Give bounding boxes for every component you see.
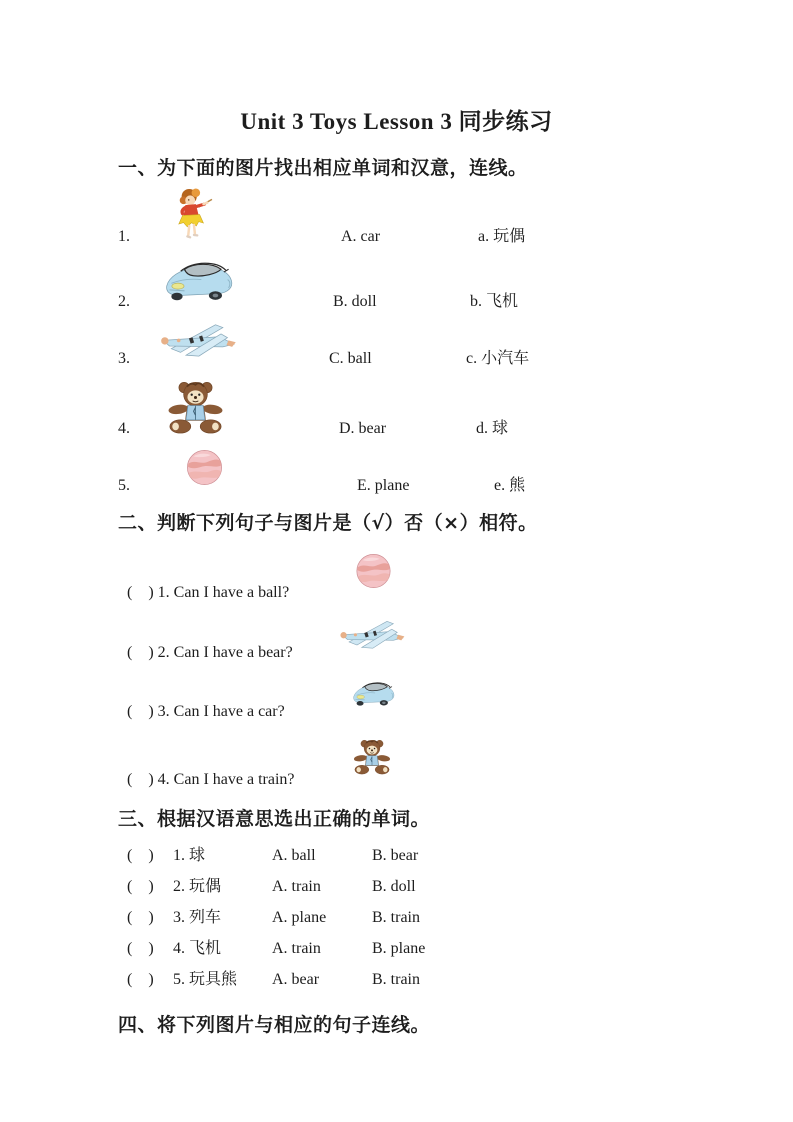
match-row-2 — [118, 257, 738, 312]
teddy-bear-image — [168, 379, 223, 436]
choice-option-a: A. train — [272, 878, 321, 895]
match-word-label: C. ball — [329, 350, 372, 367]
judge-item-4 — [127, 738, 738, 790]
match-row-number: 5. — [118, 477, 130, 494]
worksheet-title: Unit 3 Toys Lesson 3 同步练习 — [240, 109, 553, 134]
choice-row-3 — [127, 909, 738, 926]
answer-blank: ( ) — [127, 771, 158, 788]
ball-image — [186, 449, 223, 486]
match-meaning-label: b. 飞机 — [470, 293, 519, 310]
section-4-heading: 四、将下列图片与相应的句子连线。 — [118, 1014, 431, 1036]
section-2-heading: 二、判断下列句子与图片是（√）否（×）相符。 — [118, 512, 538, 534]
answer-blank: ( ) — [127, 909, 158, 926]
judge-item-3 — [127, 679, 738, 722]
judge-item-2 — [127, 619, 738, 663]
choice-option-a: A. train — [272, 940, 321, 957]
answer-blank: ( ) — [127, 971, 158, 988]
toy-plane-image — [158, 322, 238, 357]
match-row-number: 1. — [118, 228, 130, 245]
choice-option-b: B. plane — [372, 940, 426, 957]
answer-blank: ( ) — [127, 703, 158, 720]
match-meaning-label: d. 球 — [476, 420, 509, 437]
choice-row-2 — [127, 878, 738, 895]
choice-question: 1. 球 — [173, 847, 206, 864]
match-row-5 — [118, 449, 738, 496]
match-word-label: D. bear — [339, 420, 387, 437]
match-word-label: B. doll — [333, 293, 377, 310]
choice-option-b: B. train — [372, 909, 420, 926]
choice-question: 5. 玩具熊 — [173, 971, 238, 988]
answer-blank: ( ) — [127, 644, 158, 661]
judge-sentence: 4. Can I have a train? — [157, 771, 295, 788]
choice-question: 3. 列车 — [173, 909, 222, 926]
judge-item-1 — [127, 553, 738, 603]
section-1-heading: 一、为下面的图片找出相应单词和汉意，连线。 — [118, 157, 528, 179]
answer-blank: ( ) — [127, 584, 158, 601]
choice-option-b: B. train — [372, 971, 420, 988]
choice-option-a: A. ball — [272, 847, 316, 864]
match-meaning-label: e. 熊 — [494, 477, 526, 494]
choice-option-b: B. doll — [372, 878, 416, 895]
match-word-label: A. car — [341, 228, 381, 245]
choice-row-4 — [127, 940, 738, 957]
choice-option-b: B. bear — [372, 847, 419, 864]
choice-question: 2. 玩偶 — [173, 878, 222, 895]
choice-option-a: A. plane — [272, 909, 327, 926]
answer-blank: ( ) — [127, 847, 158, 864]
match-row-number: 4. — [118, 420, 130, 437]
match-row-3 — [118, 322, 738, 369]
match-word-label: E. plane — [357, 477, 410, 494]
section-3-heading: 三、根据汉语意思选出正确的单词。 — [118, 808, 431, 830]
answer-blank: ( ) — [127, 940, 158, 957]
judge-sentence: 3. Can I have a car? — [157, 703, 285, 720]
match-row-4 — [118, 379, 738, 439]
match-row-number: 2. — [118, 293, 130, 310]
choice-row-1 — [127, 847, 738, 864]
judge-sentence: 2. Can I have a bear? — [157, 644, 293, 661]
match-row-1 — [118, 188, 738, 247]
toy-car-image — [162, 257, 237, 304]
judge-sentence: 1. Can I have a ball? — [157, 584, 290, 601]
match-meaning-label: a. 玩偶 — [478, 228, 526, 245]
answer-blank: ( ) — [127, 878, 158, 895]
match-row-number: 3. — [118, 350, 130, 367]
match-meaning-label: c. 小汽车 — [466, 350, 530, 367]
doll-image — [170, 188, 216, 243]
choice-row-5 — [127, 971, 738, 988]
choice-option-a: A. bear — [272, 971, 320, 988]
choice-question: 4. 飞机 — [173, 940, 222, 957]
